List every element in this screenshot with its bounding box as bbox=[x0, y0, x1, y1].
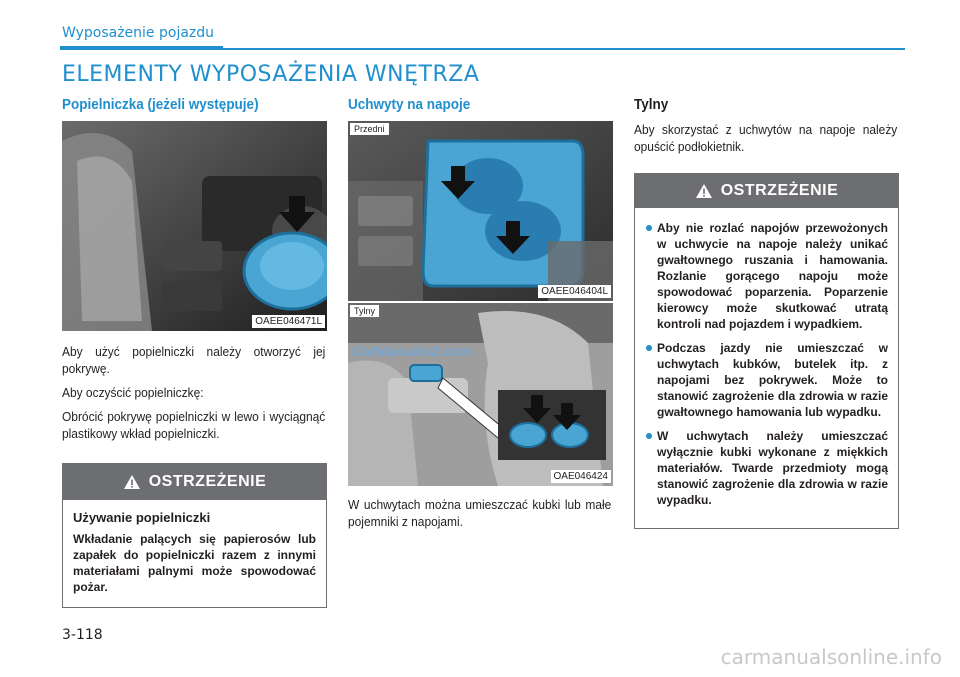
ashtray-clean-intro: Aby oczyścić popielniczkę: bbox=[62, 385, 204, 400]
section-header: Wyposażenie pojazdu bbox=[62, 25, 215, 41]
warning-lead: Używanie popielniczki bbox=[73, 510, 211, 525]
warning-header bbox=[63, 464, 326, 500]
ashtray-warning-box bbox=[62, 463, 327, 608]
warning-item: Podczas jazdy nie umieszczać w uchwytach kubków, butelek itp. z napojami bez pokrywek. Może to stanowić zagrożenie dla zdrowia w razie gwałtownego hamowania lub wypadku. bbox=[645, 340, 888, 420]
rear-text: Aby skorzystać z uchwytów na napoje należy opuścić podłokietnik. bbox=[634, 122, 898, 154]
front-cupholder-tag: Przedni bbox=[350, 123, 389, 135]
ashtray-photo-code: OAEE046471L bbox=[252, 315, 325, 328]
warning-triangle-icon bbox=[695, 183, 713, 199]
header-rule-accent bbox=[60, 46, 223, 50]
warning-title: OSTRZEŻENIE bbox=[148, 473, 267, 490]
front-cupholder-photo bbox=[348, 121, 613, 301]
rear-cupholder-photo bbox=[348, 303, 613, 486]
front-cupholder-code: OAEE046404L bbox=[538, 285, 611, 298]
rear-cupholder-code: OAE046424 bbox=[551, 470, 612, 483]
column-ashtray bbox=[62, 96, 327, 608]
header-rule bbox=[223, 48, 905, 50]
rear-cupholder-tag: Tylny bbox=[350, 305, 379, 317]
footer-watermark: carmanualsonline.info bbox=[720, 645, 942, 669]
warning-item: W uchwytach należy umieszczać wyłącznie kubki wykonane z miękkich materiałów. Twarde przedmioty mogą stanowić zagrożenie dla zdrowia w razie wypadku. bbox=[645, 428, 888, 508]
watermark-overlay: CarManuals2.com bbox=[352, 343, 472, 359]
cupholder-warning-box bbox=[634, 173, 899, 529]
cupholder-text: W uchwytach można umieszczać kubki lub małe pojemniki z napojami. bbox=[348, 497, 612, 529]
cupholder-heading: Uchwyty na napoje bbox=[348, 96, 471, 113]
rear-heading: Tylny bbox=[634, 96, 669, 113]
warning-header bbox=[635, 174, 898, 208]
ashtray-photo bbox=[62, 121, 327, 331]
column-rear bbox=[634, 96, 899, 529]
ashtray-open-text: Aby użyć popielniczki należy otworzyć jej pokrywę. bbox=[62, 344, 326, 376]
warning-item: Aby nie rozlać napojów przewożonych w uchwycie na napoje należy unikać gwałtownego ruszania i hamowania. Rozlanie gorącego napoju może spowodować poparzenia. Poparzenie kierowcy może skutkować utratą kontroli nad pojazdem i wypadkiem. bbox=[645, 220, 888, 332]
page-number: 3-118 bbox=[62, 627, 103, 643]
warning-triangle-icon bbox=[123, 474, 141, 490]
warning-title: OSTRZEŻENIE bbox=[720, 182, 839, 199]
ashtray-clean-text: Obrócić pokrywę popielniczki w lewo i wyciągnąć plastikowy wkład popielniczki. bbox=[62, 409, 326, 441]
warning-text: Wkładanie palących się papierosów lub zapałek do popielniczki razem z innymi materiałami palnymi może spowodować pożar. bbox=[73, 532, 316, 594]
column-cupholders bbox=[348, 96, 613, 537]
ashtray-heading: Popielniczka (jeżeli występuje) bbox=[62, 96, 259, 113]
chapter-title: ELEMENTY WYPOSAŻENIA WNĘTRZA bbox=[62, 62, 480, 87]
